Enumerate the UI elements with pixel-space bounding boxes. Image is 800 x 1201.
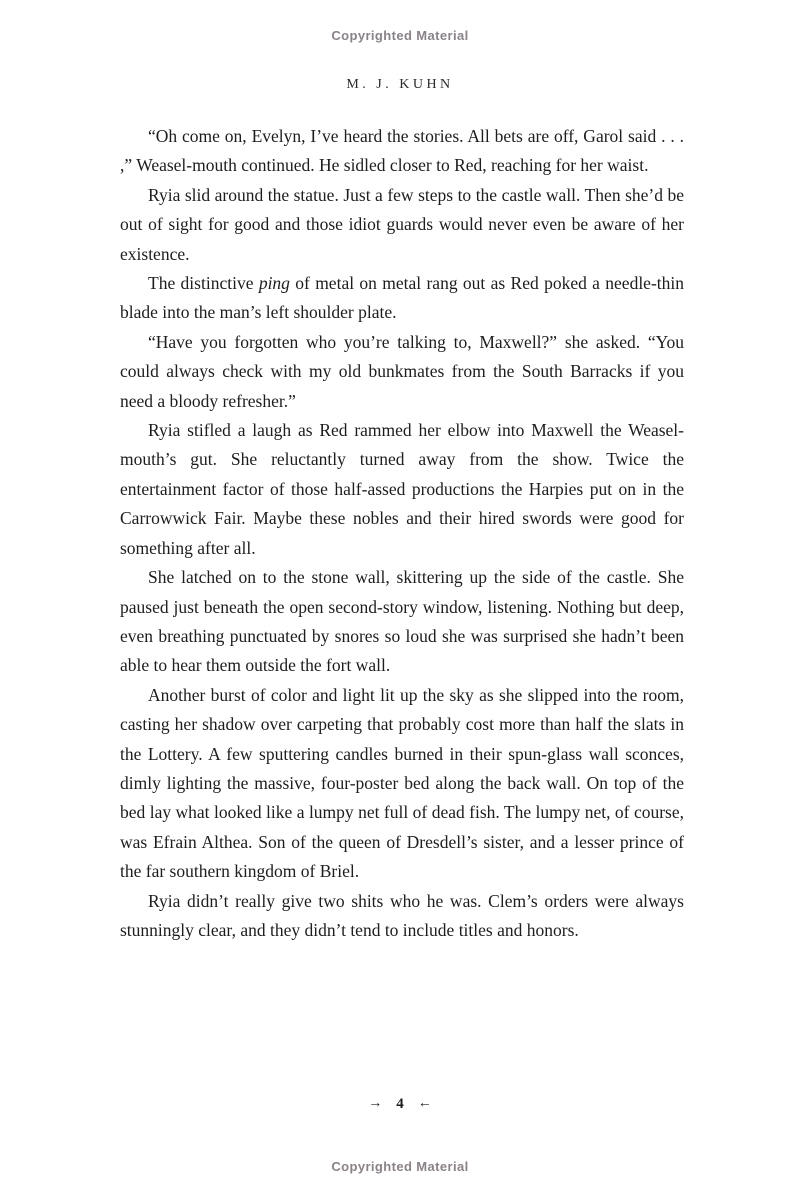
copyright-notice-top: Copyrighted Material xyxy=(331,28,469,43)
page-number-line xyxy=(0,1096,800,1113)
copyright-notice-bottom: Copyrighted Material xyxy=(331,1159,469,1174)
paragraph: “Oh come on, Evelyn, I’ve heard the stories. All bets are off, Garol said . . . ,” Weasel-mouth continued. He sidled closer to Red, reaching for her waist. xyxy=(120,126,684,176)
paragraph: Ryia stifled a laugh as Red rammed her elbow into Maxwell the Weasel-mouth’s gut. She reluctantly turned away from the show. Twice the entertainment factor of those half-assed productions the Harpies put on in the Carrowwick Fair. Maybe these nobles and their hired swords were good for something after all. xyxy=(120,420,684,558)
paragraph: She latched on to the stone wall, skittering up the side of the castle. She paused just beneath the open second-story window, listening. Nothing but deep, even breathing punctuated by snores so loud she was surprised she hadn’t been able to hear them outside the fort wall. xyxy=(120,567,684,676)
page-number: 4 xyxy=(396,1096,404,1112)
page-number-left-arrow-icon: → xyxy=(368,1096,383,1111)
running-header: M. J. KUHN xyxy=(346,77,454,92)
paragraph: Another burst of color and light lit up the sky as she slipped into the room, casting her shadow over carpeting that probably cost more than half the slats in the Lottery. A few sputtering candles burned in their spun-glass wall sconces, dimly lighting the massive, four-poster bed along the back wall. On top of the bed lay what looked like a lumpy net full of dead fish. The lumpy net, of course, was Efrain Althea. Son of the queen of Dresdell’s sister, and a lesser prince of the far southern kingdom of Briel. xyxy=(120,684,684,882)
paragraph: “Have you forgotten who you’re talking to, Maxwell?” she asked. “You could always check with my old bunkmates from the South Barracks if you need a bloody refresher.” xyxy=(120,331,684,411)
paragraph: The distinctive ping of metal on metal rang out as Red poked a needle-thin blade into the man’s left shoulder plate. xyxy=(120,273,684,323)
paragraph: Ryia slid around the statue. Just a few steps to the castle wall. Then she’d be out of sight for good and those idiot guards would never even be aware of her existence. xyxy=(120,184,684,264)
page-number-right-arrow-icon: ← xyxy=(417,1096,432,1111)
body-text xyxy=(120,122,684,945)
paragraph: Ryia didn’t really give two shits who he was. Clem’s orders were always stunningly clear, and they didn’t tend to include titles and honors. xyxy=(120,890,684,940)
